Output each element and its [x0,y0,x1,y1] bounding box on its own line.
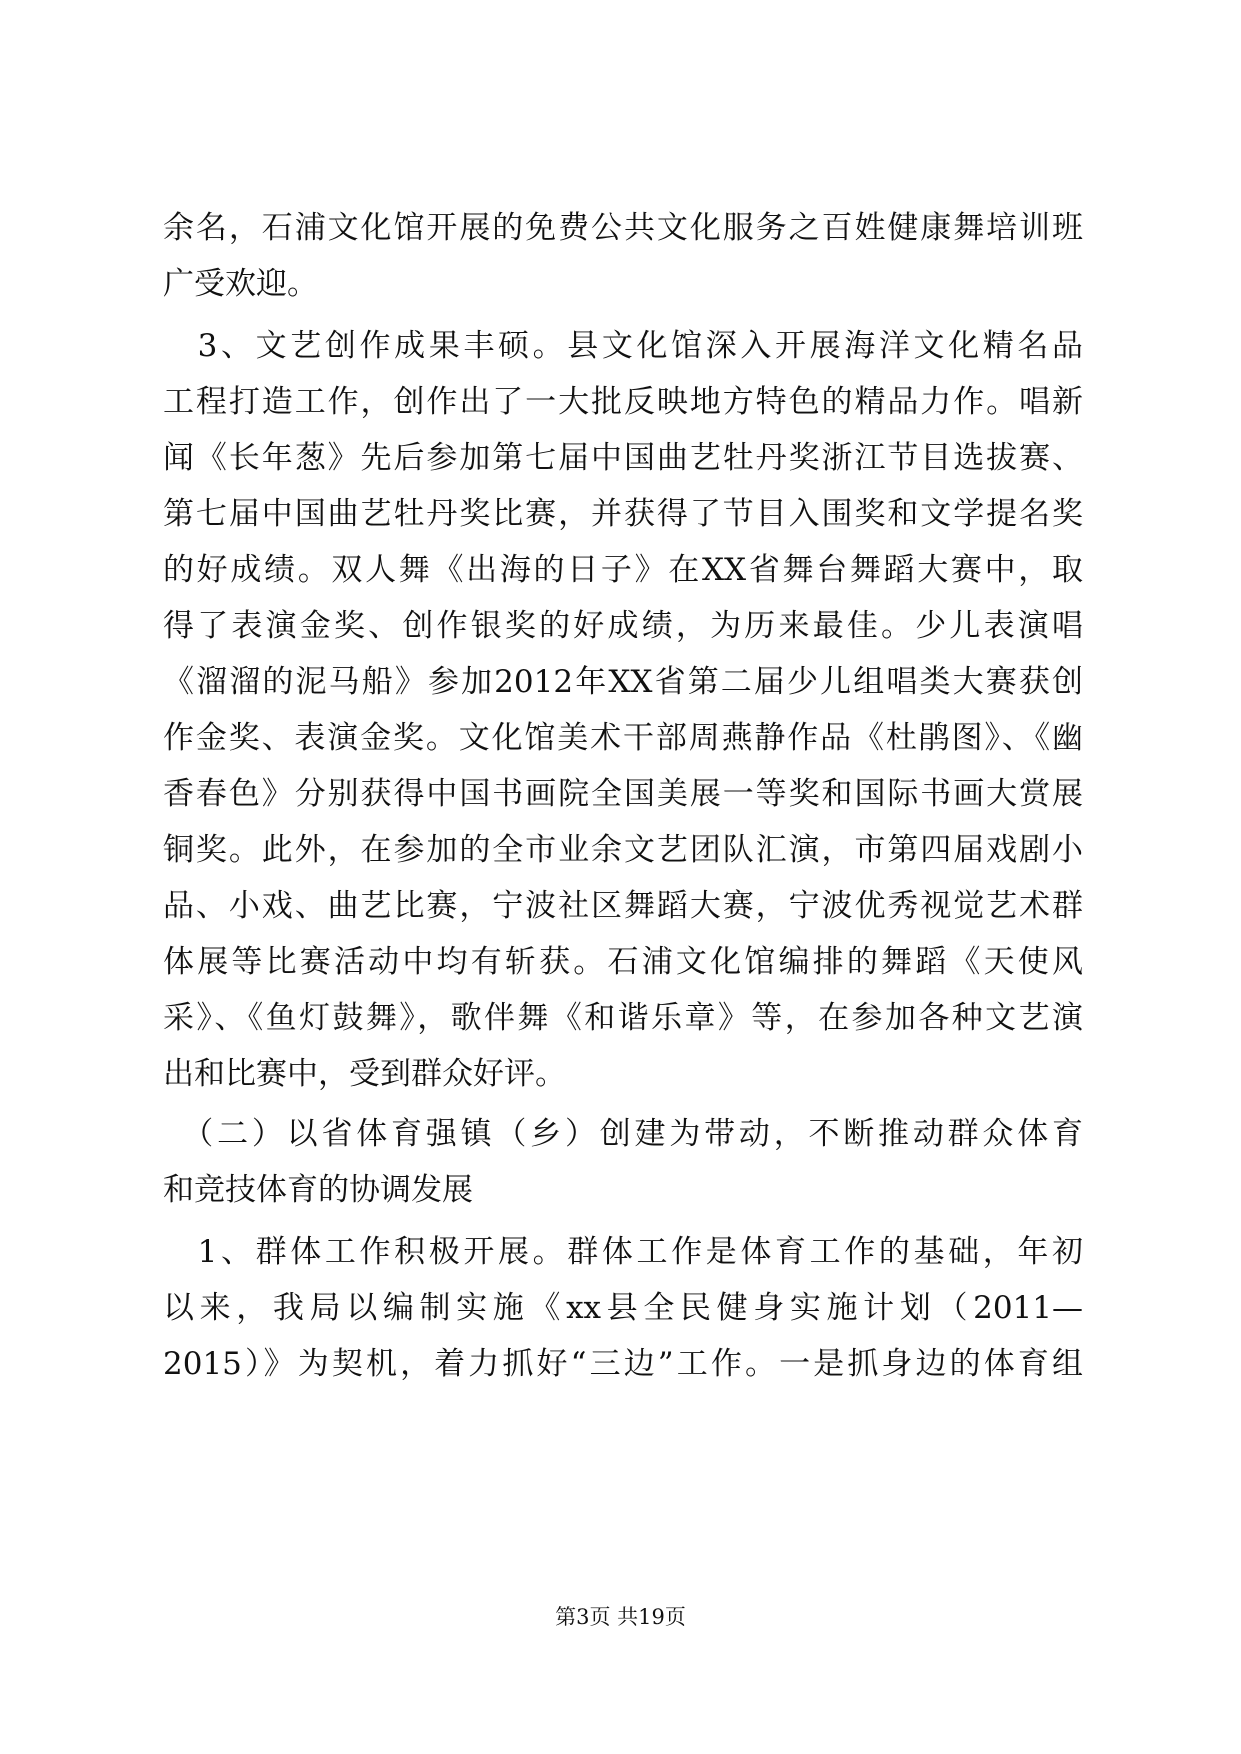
text-line: 余名，石浦文化馆开展的免费公共文化服务之百姓健康舞培训班 [163,210,1083,246]
section-heading-line: 和竞技体育的协调发展 [163,1172,473,1208]
text-line: 《溜溜的泥马船》参加2012年XX省第二届少儿组唱类大赛获创 [163,664,1083,700]
text-line: 广受欢迎。 [163,266,318,302]
text-line: 香春色》分别获得中国书画院全国美展一等奖和国际书画大赏展 [163,776,1083,812]
text-line: 以来，我局以编制实施《xx县全民健身实施计划（2011— [163,1290,1083,1326]
text-line: 的好成绩。双人舞《出海的日子》在XX省舞台舞蹈大赛中，取 [163,552,1083,588]
text-line: 出和比赛中，受到群众好评。 [163,1056,566,1092]
text-line: 3、文艺创作成果丰硕。县文化馆深入开展海洋文化精名品 [163,328,1083,364]
text-line: 闻《长年葱》先后参加第七届中国曲艺牡丹奖浙江节目选拔赛、 [163,440,1083,476]
section-heading-line: （二）以省体育强镇（乡）创建为带动，不断推动群众体育 [163,1116,1083,1152]
text-line: 品、小戏、曲艺比赛，宁波社区舞蹈大赛，宁波优秀视觉艺术群 [163,888,1083,924]
text-line: 采》、《鱼灯鼓舞》，歌伴舞《和谐乐章》等，在参加各种文艺演 [163,1000,1083,1036]
text-line: 作金奖、表演金奖。文化馆美术干部周燕静作品《杜鹃图》、《幽 [163,720,1083,756]
text-line: 得了表演金奖、创作银奖的好成绩，为历来最佳。少儿表演唱 [163,608,1083,644]
text-line: 1、群体工作积极开展。群体工作是体育工作的基础，年初 [163,1234,1083,1270]
text-line: 铜奖。此外，在参加的全市业余文艺团队汇演，市第四届戏剧小 [163,832,1083,868]
text-line: 2015）》为契机，着力抓好“三边”工作。一是抓身边的体育组 [163,1346,1083,1382]
text-line: 第七届中国曲艺牡丹奖比赛，并获得了节目入围奖和文学提名奖 [163,496,1083,532]
text-line: 工程打造工作，创作出了一大批反映地方特色的精品力作。唱新 [163,384,1083,420]
page-footer: 第3页 共19页 [555,1605,686,1629]
text-line: 体展等比赛活动中均有斩获。石浦文化馆编排的舞蹈《天使风 [163,944,1083,980]
